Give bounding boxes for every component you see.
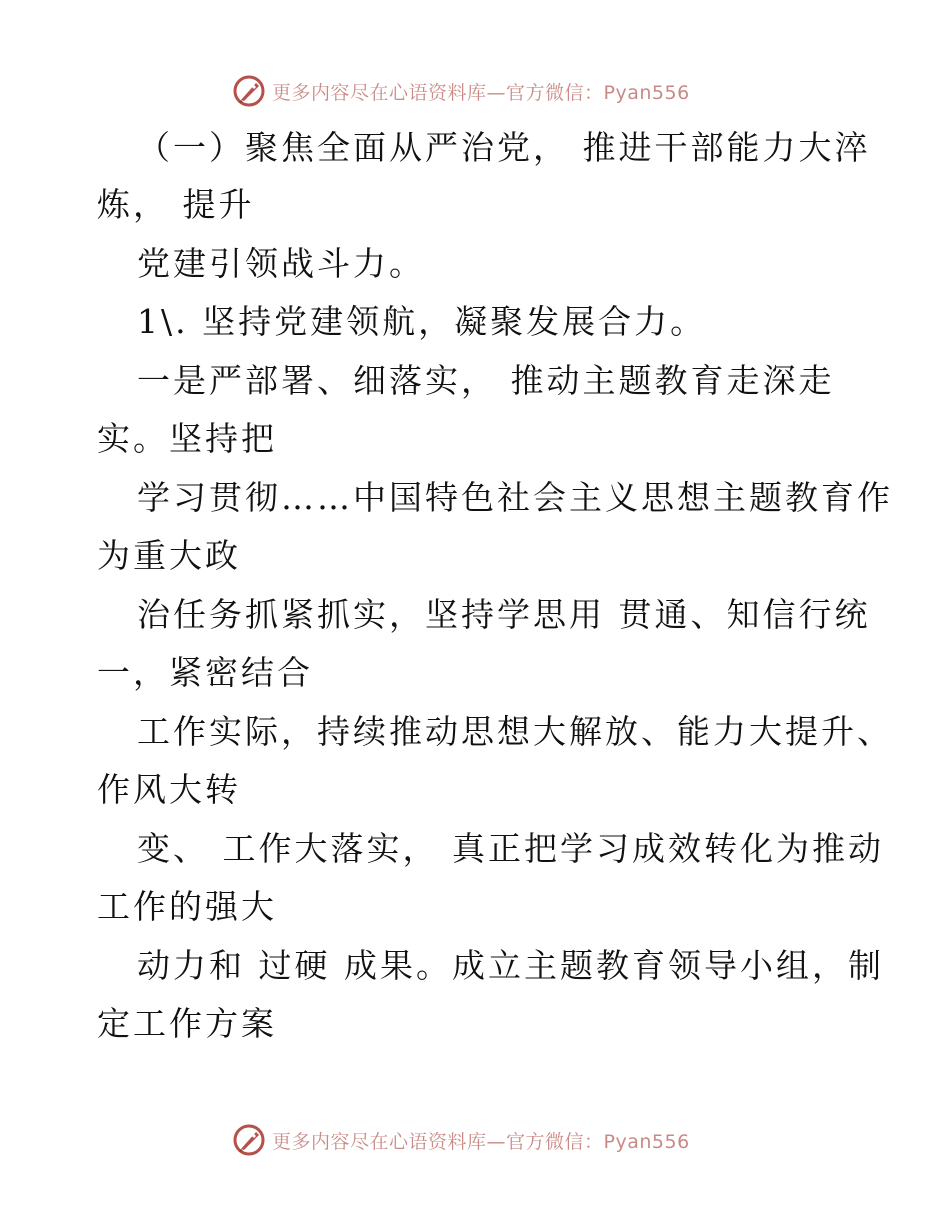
text-line: 党建引领战斗力。 (137, 244, 425, 283)
text-line: 实。坚持把 (97, 419, 277, 458)
text-line: 学习贯彻……中国特色社会主义思想主题教育作 (137, 478, 893, 517)
watermark-text: 更多内容尽在心语资料库—官方微信：Pyan556 (272, 81, 690, 104)
text-line: 工作实际，持续推动思想大解放、能力大提升、 (137, 712, 893, 751)
text-line: 1\. 坚持党建领航，凝聚发展合力。 (137, 302, 707, 341)
text-line: 动力和 过硬 成果。成立主题教育领导小组，制 (137, 946, 884, 985)
text-line: 定工作方案 (97, 1004, 277, 1043)
text-line: 为重大政 (97, 536, 241, 575)
text-line: 一是严部署、细落实， 推动主题教育走深走 (137, 361, 835, 400)
text-line: 工作的强大 (97, 887, 277, 926)
text-line: 变、 工作大落实， 真正把学习成效转化为推动 (137, 829, 884, 868)
text-line: 作风大转 (97, 770, 241, 809)
text-line: 一，紧密结合 (97, 653, 313, 692)
footer-watermark (232, 1122, 690, 1158)
text-line: 炼， 提升 (97, 185, 255, 224)
fountain-pen-logo-icon (232, 74, 266, 108)
text-line: 治任务抓紧抓实，坚持学思用 贯通、知信行统 (137, 595, 871, 634)
watermark-text: 更多内容尽在心语资料库—官方微信：Pyan556 (272, 1130, 690, 1153)
header-watermark (232, 73, 690, 109)
fountain-pen-logo-icon (232, 1123, 266, 1157)
text-line: （一）聚焦全面从严治党， 推进干部能力大淬 (137, 128, 871, 167)
